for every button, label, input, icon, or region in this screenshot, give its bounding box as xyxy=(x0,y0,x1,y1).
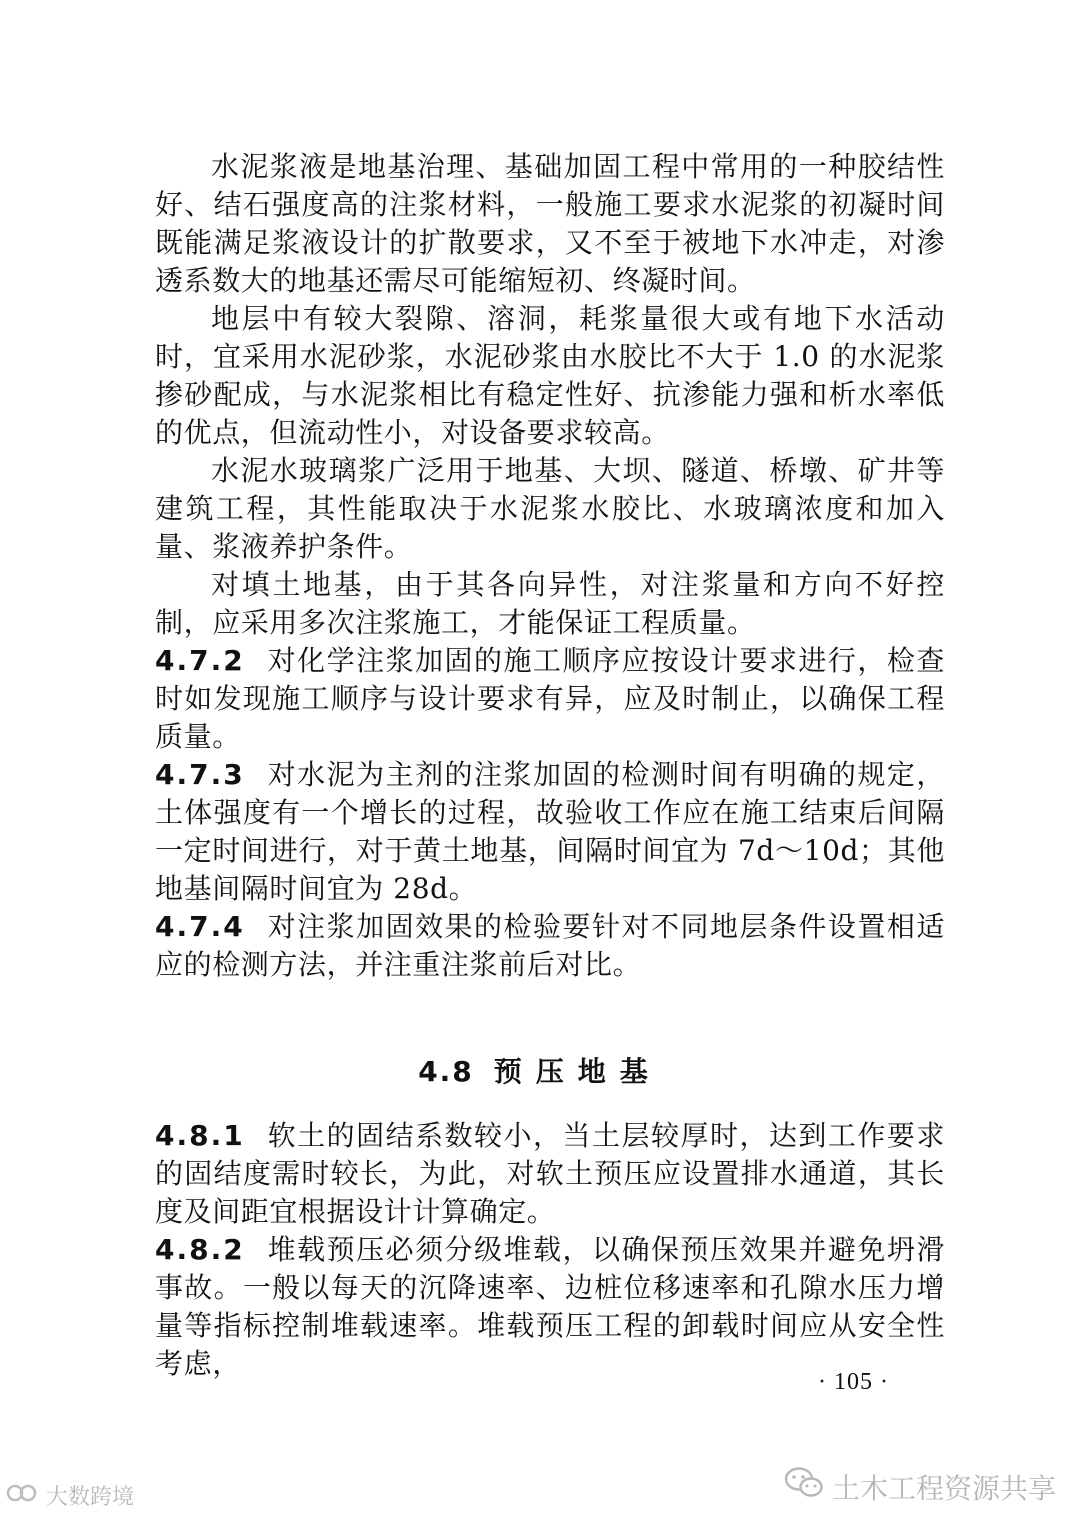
clause-text: 对化学注浆加固的施工顺序应按设计要求进行，检查时如发现施工顺序与设计要求有异，应及时制止，以确保工程质量。 xyxy=(155,644,945,753)
clause-4-8-2 xyxy=(155,1231,945,1383)
section-title: 预压地基 xyxy=(493,1055,662,1088)
paragraph-cement-mortar: 地层中有较大裂隙、溶洞，耗浆量很大或有地下水活动时，宜采用水泥砂浆，水泥砂浆由水胶比不大于 1.0 的水泥浆掺砂配成，与水泥浆相比有稳定性好、抗渗能力强和析水率低的优点，但流动性小，对设备要求较高。 xyxy=(155,302,945,449)
paragraph-cement-slurry: 水泥浆液是地基治理、基础加固工程中常用的一种胶结性好、结石强度高的注浆材料，一般施工要求水泥浆的初凝时间既能满足浆液设计的扩散要求，又不至于被地下水冲走，对渗透系数大的地基还需尽可能缩短初、终凝时间。 xyxy=(155,150,945,297)
watermark-right xyxy=(784,1466,1056,1507)
brand-logo-icon xyxy=(6,1482,40,1510)
watermark-left xyxy=(6,1480,134,1511)
body-text-upper xyxy=(155,148,945,984)
section-heading xyxy=(0,1050,1080,1090)
wechat-icon xyxy=(784,1466,824,1507)
clause-4-7-2 xyxy=(155,642,945,756)
paragraph-fill-soil: 对填土地基，由于其各向异性，对注浆量和方向不好控制，应采用多次注浆施工，才能保证工程质量。 xyxy=(155,568,945,639)
clause-4-7-3 xyxy=(155,756,945,908)
clause-number: 4.8.1 xyxy=(155,1119,245,1152)
clause-number: 4.7.4 xyxy=(155,910,245,943)
section-number: 4.8 xyxy=(418,1055,474,1088)
clause-4-8-1 xyxy=(155,1117,945,1231)
clause-number: 4.8.2 xyxy=(155,1233,245,1266)
clause-number: 4.7.3 xyxy=(155,758,245,791)
clause-text: 对注浆加固效果的检验要针对不同地层条件设置相适应的检测方法，并注重注浆前后对比。 xyxy=(155,910,945,981)
clause-text: 堆载预压必须分级堆载，以确保预压效果并避免坍滑事故。一般以每天的沉降速率、边桩位移速率和孔隙水压力增量等指标控制堆载速率。堆载预压工程的卸载时间应从安全性考虑， xyxy=(155,1233,945,1380)
clause-4-7-4 xyxy=(155,908,945,984)
body-text-lower xyxy=(155,1117,945,1383)
paragraph-water-glass: 水泥水玻璃浆广泛用于地基、大坝、隧道、桥墩、矿井等建筑工程，其性能取决于水泥浆水胶比、水玻璃浓度和加入量、浆液养护条件。 xyxy=(155,454,945,563)
clause-text: 软土的固结系数较小，当土层较厚时，达到工作要求的固结度需时较长，为此，对软土预压应设置排水通道，其长度及间距宜根据设计计算确定。 xyxy=(155,1119,945,1228)
clause-number: 4.7.2 xyxy=(155,644,245,677)
watermark-right-text: 土木工程资源共享 xyxy=(831,1471,1056,1505)
clause-text: 对水泥为主剂的注浆加固的检测时间有明确的规定，土体强度有一个增长的过程，故验收工作应在施工结束后间隔一定时间进行，对于黄土地基，间隔时间宜为 7d～10d；其他地基间隔时间宜为 28d。 xyxy=(155,758,945,905)
watermark-left-text: 大数跨境 xyxy=(46,1485,135,1510)
page-number: · 105 · xyxy=(818,1369,889,1395)
